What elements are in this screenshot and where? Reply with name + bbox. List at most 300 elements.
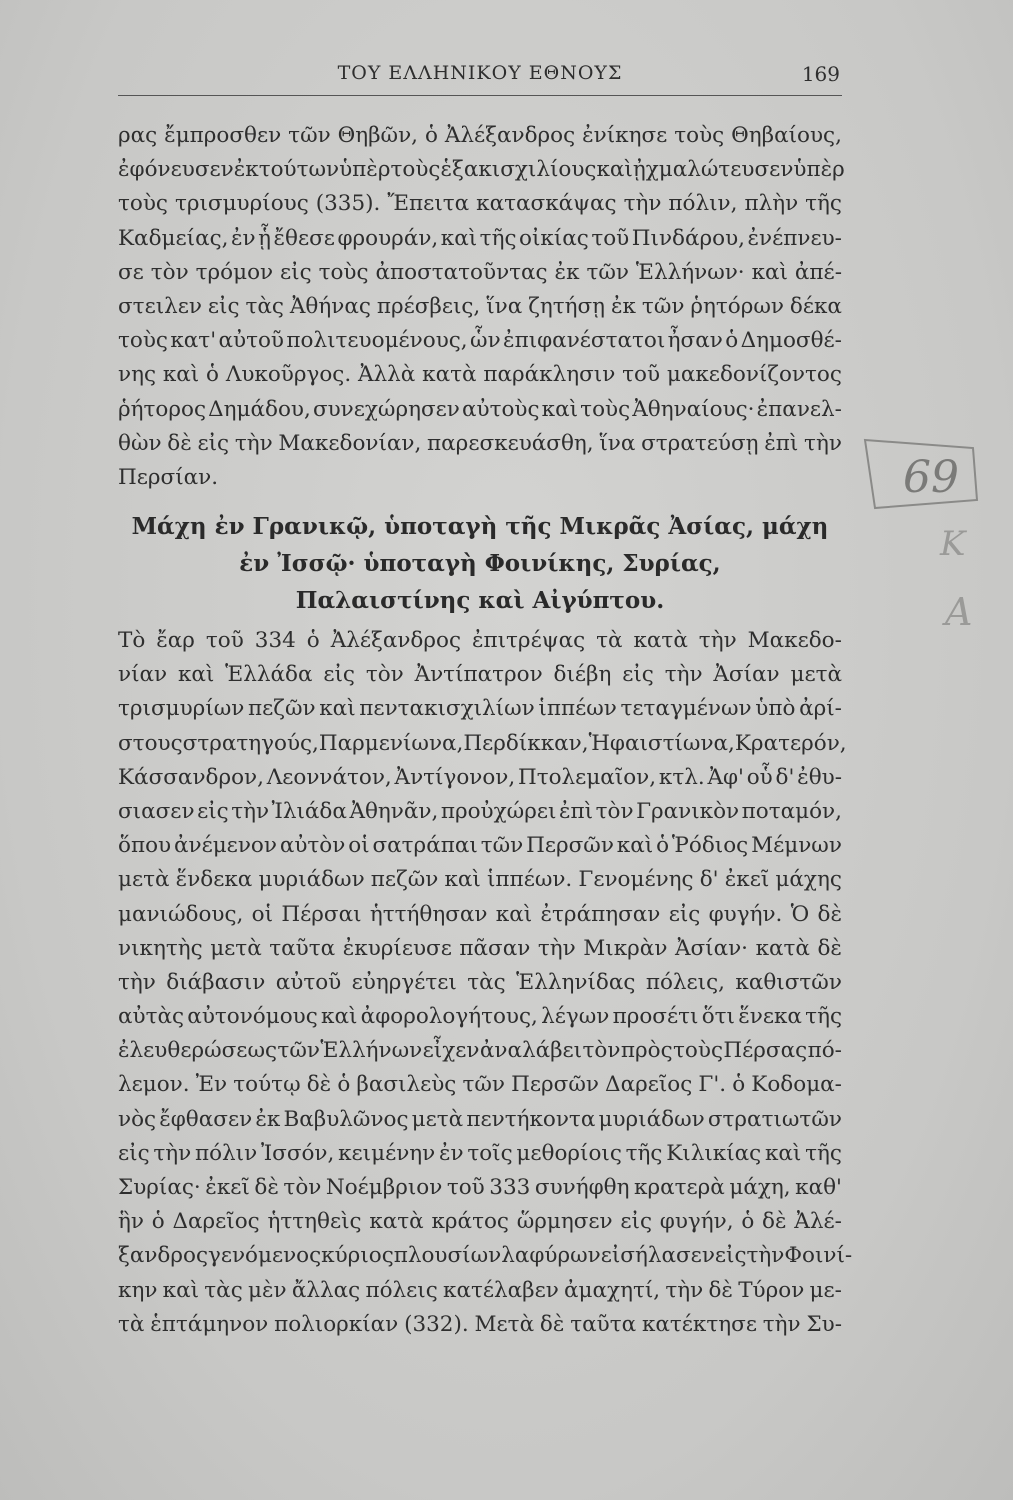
text-line [118, 119, 842, 153]
word: ἐκ [611, 293, 636, 319]
word: ὑπὸ [755, 696, 796, 722]
word: δ' [699, 867, 719, 893]
word: ὁ [206, 362, 219, 388]
word: εἶχεν [422, 1038, 480, 1064]
word: τὸν [365, 662, 404, 688]
word: Κρατερόν, [734, 730, 847, 756]
word: Πτολεμαῖον, [517, 764, 657, 790]
word: πολιορκίαν [274, 1311, 399, 1337]
word: Μετὰ [474, 1311, 535, 1337]
word: αὐτοῦ [275, 969, 342, 995]
word: μετὰ [210, 935, 262, 961]
word: ἀποστατοῦντας [375, 259, 548, 285]
word: εἰς [714, 1243, 747, 1269]
word: διέβη [553, 662, 612, 688]
word: ἑξακισχιλίους [440, 157, 597, 183]
word: λαφύρων [501, 1243, 601, 1269]
word: ἕνεκα [738, 1004, 802, 1030]
word: πό- [807, 1038, 842, 1064]
word: πλὴν [744, 191, 799, 217]
word: ἀνέμενον [173, 833, 277, 859]
text-line: Περσίαν. [118, 464, 219, 490]
word: λεμον. [118, 1072, 190, 1098]
word: νίαν [118, 662, 168, 688]
word: Τὸ [118, 628, 146, 653]
word: κτλ. [658, 764, 705, 790]
word: Ἀλέξανδρος [444, 123, 576, 148]
word: εἰς [620, 1209, 653, 1235]
word: Λυκοῦργος. [225, 362, 352, 388]
word: δὲ [254, 1175, 279, 1200]
word: ὅπου [118, 833, 172, 859]
word: Περσῶν [511, 1072, 599, 1098]
text-line [118, 624, 842, 658]
word: φυγήν, [659, 1209, 734, 1235]
word: πόλιν, [668, 191, 738, 217]
word: Πέρσας [723, 1038, 808, 1064]
word: ἡττηθεὶς [267, 1209, 362, 1235]
word: ὁ [424, 123, 438, 148]
word: τὴν [665, 1277, 704, 1303]
word: πεζῶν [248, 696, 316, 722]
word: τὸν [150, 259, 189, 285]
word: πρέσβεις, [376, 293, 481, 319]
text-line [118, 324, 842, 358]
word: ἐπὶ [764, 430, 799, 456]
word: ὁ [732, 1072, 746, 1098]
running-title: ΤΟΥ ΕΛΛΗΝΙΚΟΥ ΕΘΝΟΥΣ [337, 62, 623, 84]
word: καὶ [319, 696, 356, 722]
word: τῶν [288, 123, 331, 148]
word: Ἀθηνᾶν, [349, 798, 439, 824]
word: τοὺς [673, 1038, 723, 1064]
word: καθιστῶν [735, 969, 842, 995]
word: στους [118, 730, 183, 756]
word: τὴν [537, 935, 576, 961]
text-line [118, 1034, 842, 1068]
word: σατράπαι [372, 833, 478, 859]
word: τοὺς [118, 328, 168, 354]
word: Θηβῶν, [337, 123, 418, 148]
word: τῆς [479, 225, 517, 251]
word: Πέρσαι [281, 901, 362, 927]
word: καὶ [162, 1277, 200, 1303]
word: τρισμυρίων [118, 696, 245, 722]
word: δὲ [167, 430, 192, 456]
word: κατέκτησε [641, 1311, 757, 1337]
word: συνεχώρησεν [312, 396, 460, 422]
word: Καδμείας, [118, 225, 229, 251]
section-heading [110, 508, 850, 619]
word: καὶ [764, 1140, 802, 1166]
word: ἕνδεκα [175, 867, 253, 893]
word: Ἀθήνας [289, 293, 371, 319]
word: Ἑλλάδα [225, 662, 313, 688]
paragraph-2 [118, 624, 853, 1342]
word: ἐκεῖ [724, 867, 770, 893]
word: τὴν [234, 430, 273, 456]
word: ἐκ [255, 1106, 281, 1132]
word: ἦσαν [667, 328, 723, 354]
word: κατασκάψας [476, 191, 617, 217]
text-line [118, 795, 842, 829]
word: αὐτοῦ [218, 328, 284, 354]
word: φρουράν, [337, 225, 439, 251]
word: εἰς [622, 662, 654, 688]
word: Γ'. [698, 1072, 727, 1098]
word: ἀφορολογήτους, [360, 1004, 538, 1030]
word: ᾐχμαλώτευσεν [632, 157, 794, 183]
word: τὰς [245, 293, 284, 319]
word: τῶν [462, 1072, 505, 1098]
word: τοῦ [446, 1175, 485, 1200]
word: τὸν [582, 1038, 621, 1064]
word: ταῦτα [269, 935, 336, 961]
word: παράκλησιν [483, 362, 616, 388]
word: ἐπιφανέστατοι [503, 328, 666, 354]
word: τῶν [480, 833, 524, 859]
word: Μακεδο- [747, 628, 842, 653]
word: Παρμενίωνα, [318, 730, 464, 756]
word: νικητὴς [118, 935, 203, 961]
word: θὼν [118, 430, 162, 456]
word: κατ' [170, 328, 217, 354]
word: Ἀσίαν· [674, 935, 749, 961]
word: κην [118, 1277, 158, 1303]
word: Ἑλλήνων· [635, 259, 745, 285]
word: πόλεις [365, 1277, 438, 1303]
word: πᾶσαν [459, 935, 531, 961]
word: ἐκ [233, 157, 259, 183]
word: μεθορίοις [516, 1140, 622, 1166]
word: ἐνίκησε [582, 123, 668, 148]
text-line [118, 1137, 842, 1171]
word: οἱ [348, 833, 370, 859]
word: κατὰ [755, 935, 810, 961]
word: Κάσσανδρον, [118, 764, 264, 790]
text-line [118, 222, 842, 256]
word: τοὺς [580, 396, 631, 422]
word: σε [118, 259, 144, 285]
word: ἡττήθησαν [369, 901, 488, 927]
word: Ἀντίγονον, [394, 764, 516, 790]
word: Συ- [806, 1311, 842, 1337]
word: εἰς [197, 430, 230, 456]
word: δὲ [817, 901, 842, 927]
word: τοῖς [467, 1140, 513, 1166]
word: Ἀντίπατρον [414, 662, 543, 688]
word: διάβασιν [166, 969, 266, 995]
word: ἄλλας [291, 1277, 361, 1303]
word: καὶ [440, 225, 478, 251]
word: μετὰ [118, 867, 170, 893]
word: μυριάδων [258, 867, 365, 893]
word: ἔθεσε [273, 225, 335, 251]
word: ἐλευθερώσεως [118, 1038, 278, 1064]
word: ἐθυ- [797, 764, 842, 790]
text-line [118, 1205, 842, 1239]
word: αὐτὸν [279, 833, 346, 859]
word: ἣν [118, 1209, 144, 1235]
word: ἔφθασεν [159, 1106, 253, 1132]
word: παρεσκευάσθη, [427, 430, 594, 456]
word: ἐκ [554, 259, 580, 285]
word: Κιλικίας [666, 1140, 762, 1166]
word: τὰ [118, 1311, 145, 1337]
word: Ἐν [195, 1072, 228, 1098]
word: δὲ [539, 1311, 565, 1337]
word: Ἰλιάδα [271, 798, 347, 824]
word: Δαρεῖος [605, 1072, 693, 1098]
word: Μέμνων [751, 833, 842, 859]
word: εἰς [207, 293, 240, 319]
word: ὑπὲρ [793, 157, 845, 183]
word: ὧν [470, 328, 501, 354]
text-line [118, 727, 847, 761]
word: ῥητόρων [690, 293, 784, 319]
word: τὴν [804, 430, 842, 456]
word: τοῦ [591, 225, 630, 251]
word: τρισμυρίους [174, 191, 309, 217]
word: μάχης [775, 867, 842, 893]
word: εἰς [668, 901, 701, 927]
word: στρατηγούς, [182, 730, 319, 756]
word: μὲν [248, 1277, 287, 1303]
word: εἰς [118, 1140, 150, 1166]
word: Φοινί- [784, 1243, 853, 1269]
word: Συρίας· [118, 1175, 201, 1200]
word: καὶ [162, 362, 200, 388]
word: ἐπὶ [558, 798, 594, 824]
word: πρὸς [620, 1038, 673, 1064]
text-line [118, 187, 842, 221]
text-line [118, 829, 842, 863]
word: Ἔπειτα [387, 191, 470, 217]
text-line [118, 427, 842, 461]
word: Ἀλέ- [794, 1209, 842, 1235]
word: ὁ [151, 1209, 165, 1235]
word: 333 [489, 1175, 531, 1200]
text-line [118, 358, 842, 392]
word: κατὰ [633, 628, 688, 653]
word: τεταγμένων [620, 696, 752, 722]
word: νης [118, 362, 156, 388]
word: τὰς [204, 1277, 243, 1303]
word: ἀρί- [799, 696, 842, 722]
word: Μακεδονίαν, [278, 430, 422, 456]
word: ἀπέ- [794, 259, 842, 285]
word: γενόμενος [208, 1243, 322, 1269]
word: πλουσίων [393, 1243, 502, 1269]
word: τῆς [805, 1004, 842, 1030]
heading-line: Μάχη ἐν Γρανικῷ, ὑποταγὴ τῆς Μικρᾶς Ἀσίας, μάχη [131, 513, 829, 540]
word: Ῥόδιος [671, 833, 749, 859]
word: στρατεύσῃ [641, 430, 759, 456]
word: αὐτὰς [118, 1004, 185, 1030]
text-line [118, 1308, 842, 1342]
word: εἰς [323, 662, 355, 688]
word: τούτῳ [233, 1072, 301, 1098]
word: καὶ [596, 157, 633, 183]
word: Θηβαίους, [731, 123, 842, 148]
word: ἐκυρίευσε [342, 935, 452, 961]
heading-line: ἐν Ἰσσῷ· ὑποταγὴ Φοινίκης, Συρίας, [239, 550, 721, 577]
word: τὴν [623, 191, 662, 217]
word: ἐνέπνευ- [747, 225, 842, 251]
page-number: 169 [801, 62, 840, 86]
word: ἀναλάβει [479, 1038, 583, 1064]
word: Ἀφ' [707, 764, 744, 790]
word: τὴν [762, 1311, 801, 1337]
word: καὶ [616, 833, 654, 859]
word: πεζῶν [370, 867, 439, 893]
word: Γρανικὸν [636, 798, 740, 824]
text-line [118, 761, 842, 795]
word: πόλεις, [645, 969, 725, 995]
word: ἀμαχητί, [564, 1277, 661, 1303]
word: τοῦ [205, 628, 244, 653]
word: κρατερὰ [634, 1175, 725, 1200]
word: ἐτράπησαν [540, 901, 661, 927]
word: καὶ [177, 662, 215, 688]
word: αὐτονόμους [187, 1004, 318, 1030]
word: ἔμπροσθεν [164, 123, 282, 148]
word: Δαρεῖος [172, 1209, 260, 1235]
word: τρόμον [195, 259, 274, 285]
text-line [118, 658, 842, 692]
word: στρατιωτῶν [707, 1106, 842, 1132]
word: τοὺς [674, 123, 725, 148]
word: Ἡφαιστίωνα, [588, 730, 735, 756]
word: τῆς [805, 191, 842, 217]
text-line [118, 1068, 842, 1102]
word: εἰς [197, 798, 229, 824]
word: Νοέμβριον [325, 1175, 443, 1200]
word: κράτος [431, 1209, 509, 1235]
word: τὴν [231, 798, 270, 824]
word: τοὺς [390, 157, 441, 183]
word: τὴν [664, 662, 703, 688]
word: τοὺς [118, 191, 168, 217]
word: δὲ [708, 1277, 733, 1303]
word: ἑπτάμηνον [150, 1311, 269, 1337]
word: δ' [775, 764, 795, 790]
word: Κοδομα- [751, 1072, 842, 1098]
word: νὸς [118, 1106, 157, 1132]
word: Περσῶν [526, 833, 614, 859]
word: τῆς [805, 1140, 842, 1166]
word: μακεδονίζοντος [666, 362, 842, 388]
word: τὸν [283, 1175, 322, 1200]
word: κατέλαβεν [443, 1277, 559, 1303]
word: τὰ [596, 628, 623, 653]
annotation-number: 69 [903, 452, 959, 503]
word: Ὁ [790, 901, 810, 927]
text-line [118, 966, 842, 1000]
word: μάχη, [729, 1175, 791, 1200]
heading-line: Παλαιστίνης καὶ Αἰγύπτου. [295, 587, 665, 614]
word: πόλιν [194, 1140, 258, 1166]
word: Μικρὰν [583, 935, 668, 961]
word: καὶ [541, 396, 579, 422]
word: ἱππέων [538, 696, 617, 722]
word: τῶν [586, 259, 629, 285]
word: (332). [404, 1311, 469, 1337]
word: τῶν [277, 1038, 320, 1064]
word: Γενομένης [578, 867, 694, 893]
word: Περδίκκαν, [463, 730, 589, 756]
text-line [118, 932, 842, 966]
text-line [118, 256, 842, 290]
word: δὲ [817, 935, 842, 961]
word: Δημάδου, [208, 396, 311, 422]
text-line [118, 898, 842, 932]
word: ἱππέων. [487, 867, 573, 893]
word: πεντήκοντα [466, 1106, 596, 1132]
word: δὲ [762, 1209, 787, 1235]
text-line [118, 692, 842, 726]
word: κειμένην [338, 1140, 436, 1166]
word: ἵνα [599, 430, 636, 456]
word: ἔαρ [156, 628, 195, 653]
text-line [118, 1239, 853, 1273]
word: συνήφθη [534, 1175, 630, 1200]
text-line [118, 1274, 842, 1308]
word: τὸν [595, 798, 634, 824]
word: με- [809, 1277, 842, 1303]
annotation-scribble: Α [945, 590, 973, 634]
paragraph-1 [118, 119, 845, 495]
word: Λεοννάτον, [266, 764, 392, 790]
word: μετὰ [411, 1106, 464, 1132]
word: τοὺς [318, 259, 369, 285]
word: οἰκίας [519, 225, 589, 251]
word: ρας [118, 123, 158, 148]
word: ῥήτορος [118, 396, 206, 422]
word: ὥρμησεν [516, 1209, 613, 1235]
word: ὁ [741, 1209, 755, 1235]
word: ἐν [438, 1140, 464, 1166]
word: Δημοσθέ- [740, 328, 842, 354]
word: κύριος [321, 1243, 394, 1269]
word: μετὰ [790, 662, 842, 688]
word: ἐκεῖ [205, 1175, 250, 1200]
word: τὰς [467, 969, 506, 995]
word: τὴν [746, 1243, 785, 1269]
word: πεντακισχιλίων [359, 696, 535, 722]
word: ὑπὲρ [339, 157, 391, 183]
word: Ἀλλὰ [358, 362, 416, 388]
word: Ἀσίαν [713, 662, 780, 688]
word: ἵνα [486, 293, 523, 319]
word: δὲ [306, 1072, 332, 1098]
word: Ἀθηναίους· [632, 396, 755, 422]
word: ἐπιτρέψας [471, 628, 586, 653]
word: κατὰ [422, 362, 477, 388]
word: ὅτι [701, 1004, 735, 1030]
word: καθ' [795, 1175, 842, 1200]
word: προσέτι [612, 1004, 699, 1030]
word: σιασεν [118, 798, 195, 824]
page-header [120, 62, 840, 90]
word: οὗ [746, 764, 773, 790]
pencil-annotation [845, 430, 985, 660]
word: εἰσήλασεν [600, 1243, 715, 1269]
word: ἐν [230, 225, 256, 251]
word: Βαβυλῶνος [283, 1106, 409, 1132]
word: τοῦ [622, 362, 661, 388]
word: καὶ [444, 867, 481, 893]
